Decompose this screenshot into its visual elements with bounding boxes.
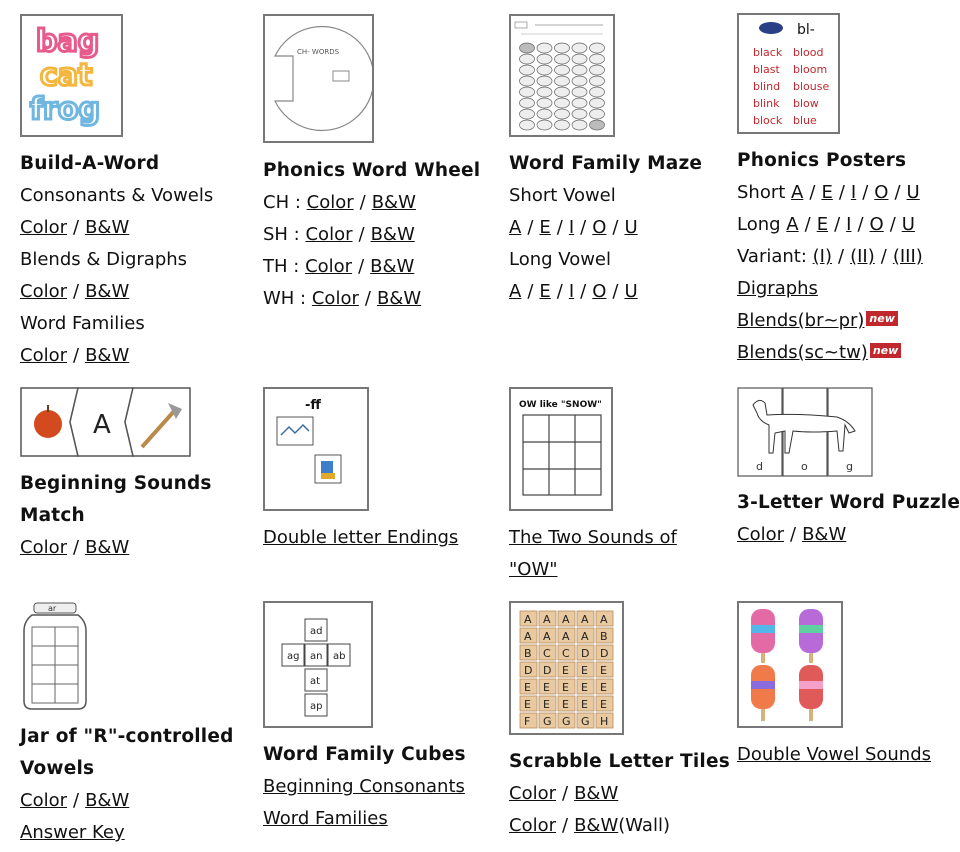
blends-digraphs-label: Blends & Digraphs	[20, 249, 188, 270]
svg-text:blood: blood	[793, 46, 824, 59]
svg-text:D: D	[524, 664, 533, 677]
svg-text:ap: ap	[310, 701, 323, 712]
svg-text:E: E	[581, 698, 588, 711]
wheel-bw-link[interactable]: B&W	[371, 192, 416, 213]
maze-long-vowel-label: Long Vowel	[509, 249, 612, 270]
svg-text:E: E	[600, 698, 607, 711]
ow-image	[511, 389, 611, 509]
svg-text:ag: ag	[287, 651, 300, 662]
svg-text:B: B	[524, 647, 532, 660]
cubes-title: Word Family Cubes	[263, 744, 466, 765]
posters-short-label: Short	[737, 182, 792, 203]
wheel-row-label: CH :	[263, 192, 301, 213]
separator: /	[359, 192, 366, 213]
svg-text:E: E	[543, 698, 550, 711]
separator: /	[889, 214, 896, 235]
jar-answer-row	[20, 817, 125, 849]
cubes-word-families-link[interactable]: Word Families	[263, 808, 388, 829]
svg-text:C: C	[562, 647, 570, 660]
separator: /	[527, 217, 534, 238]
separator: /	[580, 217, 587, 238]
svg-text:D: D	[600, 647, 609, 660]
word-puzzle-bw-link[interactable]: B&W	[802, 524, 847, 545]
separator: /	[562, 783, 569, 804]
ow-row-2	[509, 554, 558, 586]
maze-short-o-link[interactable]: O	[592, 217, 607, 238]
maze-long-a-link[interactable]: A	[509, 281, 522, 302]
maze-short-vowel-label: Short Vowel	[509, 185, 616, 206]
separator: /	[894, 182, 901, 203]
svg-text:E: E	[581, 664, 588, 677]
posters-title: Phonics Posters	[737, 150, 907, 171]
svg-text:F: F	[524, 715, 531, 728]
svg-text:ab: ab	[333, 651, 346, 662]
svg-text:E: E	[543, 681, 550, 694]
maze-short-i-link[interactable]: I	[568, 217, 575, 238]
svg-text:A: A	[543, 630, 551, 643]
svg-text:cat: cat	[40, 58, 93, 93]
svg-text:block: block	[753, 114, 783, 127]
svg-text:d: d	[756, 460, 763, 473]
scrabble-color-link[interactable]: Color	[509, 783, 556, 804]
scrabble-title: Scrabble Letter Tiles	[509, 751, 730, 772]
cubes-row-2	[263, 803, 388, 835]
posters-variant-(iii)-link[interactable]: (III)	[892, 246, 923, 267]
svg-text:E: E	[600, 681, 607, 694]
scrabble-thumbnail[interactable]	[509, 601, 624, 735]
svg-text:E: E	[524, 698, 531, 711]
wheel-row	[263, 219, 415, 251]
maze-short-a-link[interactable]: A	[509, 217, 522, 238]
posters-short-i-link[interactable]: I	[850, 182, 857, 203]
ow-head-text: OW like "SNOW"	[519, 400, 602, 410]
wheel-bw-link[interactable]: B&W	[370, 256, 415, 277]
new-badge: new	[870, 343, 901, 358]
separator: /	[358, 224, 365, 245]
jar-thumbnail[interactable]	[20, 601, 90, 711]
svg-text:A: A	[562, 630, 570, 643]
posters-long-links	[737, 209, 915, 241]
svg-text:G: G	[581, 715, 590, 728]
posters-short-o-link[interactable]: O	[874, 182, 889, 203]
separator: /	[556, 217, 563, 238]
double-letter-head: -ff	[305, 398, 321, 413]
svg-text:o: o	[801, 460, 808, 473]
separator: /	[358, 256, 365, 277]
word-families-links	[20, 340, 129, 372]
svg-text:A: A	[524, 613, 532, 626]
separator: /	[580, 281, 587, 302]
separator: /	[809, 182, 816, 203]
svg-text:H: H	[600, 715, 609, 728]
separator: /	[527, 281, 534, 302]
svg-text:bag: bag	[36, 24, 100, 59]
separator: /	[73, 217, 80, 238]
svg-text:an: an	[310, 651, 323, 662]
scrabble-bw-link[interactable]: B&W	[574, 783, 619, 804]
double-letter-thumbnail[interactable]	[263, 387, 369, 511]
wheel-row	[263, 187, 416, 219]
svg-text:ad: ad	[310, 626, 323, 637]
word-puzzle-links	[737, 519, 846, 551]
posters-long-o-link[interactable]: O	[869, 214, 884, 235]
separator: /	[834, 214, 841, 235]
double-letter-endings-link[interactable]: Double letter Endings	[263, 527, 459, 548]
jar-label-text: ar	[48, 604, 57, 613]
popsicle-icon	[751, 609, 823, 721]
posters-image	[739, 15, 838, 132]
double-letter-row	[263, 522, 458, 554]
scrabble-image	[511, 603, 622, 733]
svg-text:blast: blast	[753, 63, 780, 76]
double-vowel-image	[739, 603, 841, 726]
separator: /	[790, 524, 797, 545]
separator: /	[556, 281, 563, 302]
separator: /	[73, 345, 80, 366]
jar-title-2: Vowels	[20, 758, 95, 779]
consonants-vowels-color-link[interactable]: Color	[20, 217, 67, 238]
cloud-icon	[759, 22, 783, 34]
cubes-image	[265, 603, 371, 726]
maze-long-u-link[interactable]: U	[624, 281, 638, 302]
double-vowel-row	[737, 739, 931, 771]
posters-blends-sc-tw-link[interactable]: Blends(sc~tw)	[737, 342, 868, 363]
wheel-color-link[interactable]: Color	[305, 224, 353, 245]
scrabble-links-2	[509, 810, 670, 842]
separator: /	[862, 182, 869, 203]
cubes-thumbnail[interactable]	[263, 601, 373, 728]
separator: /	[838, 182, 845, 203]
wheel-row	[263, 283, 421, 315]
maze-long-e-link[interactable]: E	[539, 281, 551, 302]
jar-image	[20, 601, 90, 711]
cubes-beginning-consonants-link[interactable]: Beginning Consonants	[263, 776, 465, 797]
word-families-label: Word Families	[20, 313, 145, 334]
word-puzzle-image	[737, 387, 875, 477]
posters-long-label: Long	[737, 214, 787, 235]
maze-short-e-link[interactable]: E	[539, 217, 551, 238]
svg-text:g: g	[846, 460, 853, 473]
ow-row-1	[509, 522, 677, 554]
beginning-sounds-image	[20, 387, 191, 457]
wheel-row-label: SH :	[263, 224, 300, 245]
svg-text:bloom: bloom	[793, 63, 828, 76]
svg-text:blind: blind	[753, 80, 781, 93]
ow-sounds-link-2[interactable]: "OW"	[509, 559, 558, 580]
separator: /	[880, 246, 887, 267]
posters-long-a-link[interactable]: A	[786, 214, 799, 235]
scrabble-links-1	[509, 778, 618, 810]
posters-variant-links	[737, 241, 923, 273]
word-families-bw-link[interactable]: B&W	[85, 345, 130, 366]
posters-digraphs-row	[737, 273, 818, 305]
maze-long-o-link[interactable]: O	[592, 281, 607, 302]
apple-icon	[34, 410, 62, 438]
svg-text:A: A	[524, 630, 532, 643]
consonants-vowels-bw-link[interactable]: B&W	[85, 217, 130, 238]
svg-text:D: D	[581, 647, 590, 660]
scrabble-color-wall-link[interactable]: Color	[509, 815, 556, 836]
wheel-color-link[interactable]: Color	[305, 256, 353, 277]
posters-digraphs-link[interactable]: Digraphs	[737, 278, 818, 299]
blends-digraphs-links	[20, 276, 129, 308]
maze-short-vowel-links	[509, 212, 638, 244]
wheel-color-link[interactable]: Color	[306, 192, 354, 213]
posters-long-u-link[interactable]: U	[901, 214, 915, 235]
beginning-sounds-bw-link[interactable]: B&W	[85, 537, 130, 558]
new-badge: new	[866, 311, 897, 326]
maze-title: Word Family Maze	[509, 153, 703, 174]
ow-thumbnail[interactable]	[509, 387, 613, 511]
svg-text:G: G	[562, 715, 571, 728]
maze-thumbnail[interactable]	[509, 14, 615, 137]
separator: /	[612, 281, 619, 302]
word-puzzle-thumbnail[interactable]	[737, 387, 875, 477]
word-puzzle-title: 3-Letter Word Puzzle	[737, 492, 960, 513]
separator: /	[804, 214, 811, 235]
separator: /	[73, 790, 80, 811]
svg-text:A: A	[581, 630, 589, 643]
scrabble-wall-label: (Wall)	[618, 815, 670, 836]
wheel-row	[263, 251, 414, 283]
wheel-label-text: CH- WORDS	[297, 48, 340, 56]
svg-text:E: E	[524, 681, 531, 694]
ow-sounds-link[interactable]: The Two Sounds of	[509, 527, 677, 548]
jar-color-link[interactable]: Color	[20, 790, 67, 811]
svg-text:blouse: blouse	[793, 80, 830, 93]
svg-text:A: A	[581, 613, 589, 626]
svg-text:black: black	[753, 46, 783, 59]
word-families-color-link[interactable]: Color	[20, 345, 67, 366]
posters-blends-br-pr-link[interactable]: Blends(br~pr)	[737, 310, 865, 331]
jar-answer-key-link[interactable]: Answer Key	[20, 822, 125, 843]
wheel-row-label: TH :	[263, 256, 300, 277]
posters-blends2-row	[737, 337, 901, 369]
separator: /	[612, 217, 619, 238]
svg-text:E: E	[562, 698, 569, 711]
svg-text:frog: frog	[30, 92, 100, 127]
maze-short-u-link[interactable]: U	[624, 217, 638, 238]
beginning-sounds-title-1: Beginning Sounds	[20, 473, 212, 494]
svg-text:blow: blow	[793, 97, 819, 110]
consonants-vowels-links	[20, 212, 129, 244]
word-puzzle-color-link[interactable]: Color	[737, 524, 784, 545]
posters-short-a-link[interactable]: A	[791, 182, 804, 203]
separator: /	[562, 815, 569, 836]
maze-long-vowel-links	[509, 276, 638, 308]
svg-text:at: at	[310, 676, 321, 687]
svg-text:E: E	[581, 681, 588, 694]
cubes-row-1	[263, 771, 465, 803]
beginning-sounds-thumbnail[interactable]	[20, 387, 191, 457]
posters-short-e-link[interactable]: E	[821, 182, 833, 203]
build-a-word-title: Build-A-Word	[20, 153, 160, 174]
svg-text:A: A	[562, 613, 570, 626]
separator: /	[364, 288, 371, 309]
double-letter-image	[265, 389, 367, 509]
svg-text:A: A	[600, 613, 608, 626]
beginning-sounds-color-link[interactable]: Color	[20, 537, 67, 558]
build-a-word-image	[22, 16, 121, 135]
posters-blends1-row	[737, 305, 898, 337]
wheel-row-label: WH :	[263, 288, 307, 309]
separator: /	[73, 537, 80, 558]
jar-title-1: Jar of "R"-controlled	[20, 726, 234, 747]
word-wheel-image	[265, 16, 372, 141]
beginning-sounds-title-2: Match	[20, 505, 85, 526]
build-a-word-thumbnail[interactable]	[20, 14, 123, 137]
wheel-bw-link[interactable]: B&W	[376, 288, 422, 309]
posters-variant-label: Variant:	[737, 246, 813, 267]
beginning-sounds-links	[20, 532, 129, 564]
word-wheel-thumbnail[interactable]	[263, 14, 374, 143]
posters-thumbnail[interactable]	[737, 13, 840, 134]
svg-text:blink: blink	[753, 97, 780, 110]
wheel-color-link[interactable]: Color	[311, 288, 359, 309]
wheel-bw-link[interactable]: B&W	[370, 224, 415, 245]
svg-text:B: B	[600, 630, 608, 643]
scrabble-bw-wall-link[interactable]: B&W	[574, 815, 619, 836]
svg-text:E: E	[562, 664, 569, 677]
word-wheel-title: Phonics Word Wheel	[263, 160, 481, 181]
svg-text:A: A	[543, 613, 551, 626]
svg-text:D: D	[543, 664, 552, 677]
poster-head-text: bl-	[797, 22, 815, 38]
posters-variant-(ii)-link[interactable]: (II)	[850, 246, 875, 267]
svg-text:blue: blue	[793, 114, 817, 127]
maze-long-i-link[interactable]: I	[568, 281, 575, 302]
consonants-vowels-label: Consonants & Vowels	[20, 185, 214, 206]
jar-links	[20, 785, 129, 817]
posters-long-i-link[interactable]: I	[846, 214, 852, 235]
blends-digraphs-bw-link[interactable]: B&W	[85, 281, 130, 302]
svg-text:E: E	[562, 681, 569, 694]
separator: /	[857, 214, 864, 235]
svg-text:C: C	[543, 647, 551, 660]
puzzle-letter: A	[93, 410, 111, 440]
jar-bw-link[interactable]: B&W	[85, 790, 130, 811]
posters-variant-(i)-link[interactable]: (I)	[812, 246, 832, 267]
separator: /	[838, 246, 845, 267]
svg-text:E: E	[600, 664, 607, 677]
double-vowel-sounds-link[interactable]: Double Vowel Sounds	[737, 744, 932, 765]
double-vowel-thumbnail[interactable]	[737, 601, 843, 728]
maze-image	[511, 16, 613, 135]
posters-short-u-link[interactable]: U	[906, 182, 920, 203]
posters-short-links	[737, 177, 920, 209]
posters-long-e-link[interactable]: E	[816, 214, 829, 235]
blends-digraphs-color-link[interactable]: Color	[20, 281, 67, 302]
separator: /	[73, 281, 80, 302]
svg-text:G: G	[543, 715, 552, 728]
